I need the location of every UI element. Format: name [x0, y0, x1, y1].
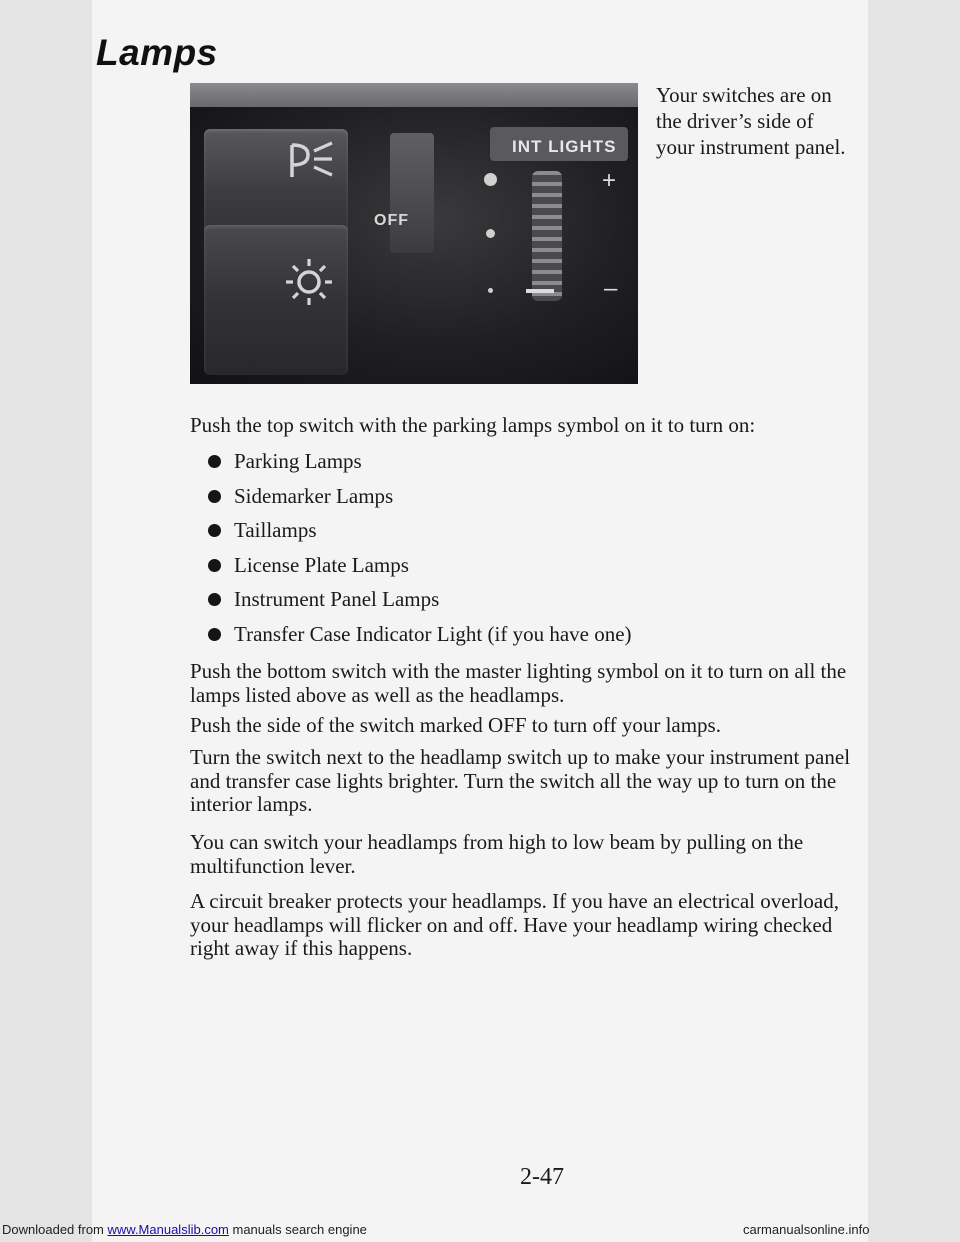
photo-top-band [190, 83, 638, 107]
int-lights-label: INT LIGHTS [512, 137, 617, 156]
lamp-list [208, 448, 632, 656]
brightness-dot-large [484, 173, 497, 186]
list-item: License Plate Lamps [208, 552, 632, 587]
list-item: Sidemarker Lamps [208, 483, 632, 518]
list-item: Taillamps [208, 517, 632, 552]
brightness-dot-small [488, 288, 493, 293]
footer-prefix: Downloaded from [2, 1222, 108, 1237]
footer-suffix: manuals search engine [228, 1222, 367, 1237]
switch-divider [390, 133, 434, 253]
paragraph: You can switch your headlamps from high to low beam by pulling on the multifunction lever. [190, 830, 804, 878]
minus-label: – [604, 275, 618, 302]
dimmer-thumbwheel [532, 171, 562, 301]
photo-caption: Your switches are on the driver’s side of your instrument panel. [656, 83, 846, 159]
list-item: Parking Lamps [208, 448, 632, 483]
parking-lamp-icon [286, 137, 338, 183]
watermark: carmanualsonline.info [743, 1222, 870, 1237]
section-title: Lamps [96, 32, 218, 73]
list-item: Transfer Case Indicator Light (if you have one) [208, 621, 632, 656]
dimmer-mark [526, 289, 554, 293]
paragraph: A circuit breaker protects your headlamps. If you have an electrical overload, your headlamps will flicker on and off. Have your headlamp wiring checked right away if this happens. [190, 889, 839, 960]
plus-label: + [602, 167, 617, 194]
page-number: 2-47 [520, 1164, 564, 1190]
download-footer [2, 1222, 367, 1237]
paragraph: Push the side of the switch marked OFF to turn off your lamps. [190, 713, 721, 737]
headlamp-switch-photo [190, 83, 638, 384]
headlamp-icon [282, 255, 336, 309]
off-label: OFF [374, 212, 409, 229]
manualslib-link[interactable]: www.Manualslib.com [107, 1222, 229, 1237]
paragraph: Push the bottom switch with the master lighting symbol on it to turn on all the lamps listed above as well as the headlamps. [190, 659, 847, 707]
paragraph: Turn the switch next to the headlamp switch up to make your instrument panel and transfer case lights brighter. Turn the switch all the way up to turn on the interior lamps. [190, 745, 851, 816]
intro-paragraph: Push the top switch with the parking lamps symbol on it to turn on: [190, 413, 756, 437]
list-item: Instrument Panel Lamps [208, 586, 632, 621]
brightness-dot-medium [486, 229, 495, 238]
